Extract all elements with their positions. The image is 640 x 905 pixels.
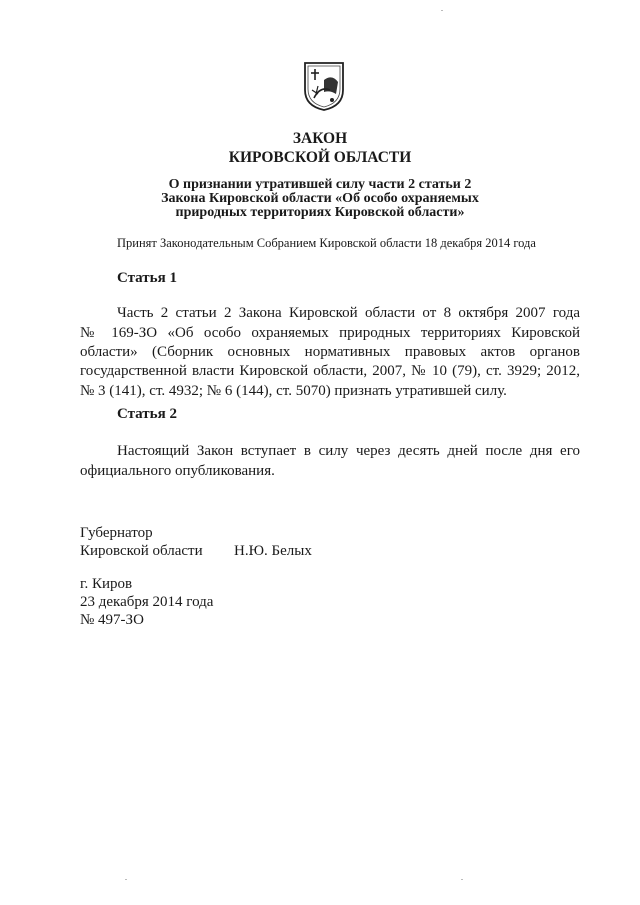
scan-speck <box>461 879 463 880</box>
signatory-position: Губернатор <box>80 525 153 541</box>
article-1-heading: Статья 1 <box>117 270 177 286</box>
scan-speck <box>125 879 127 880</box>
region-title: КИРОВСКОЙ ОБЛАСТИ <box>228 149 412 166</box>
law-subject-line: Закона Кировской области «Об особо охраняемых <box>161 191 479 206</box>
issue-date: 23 декабря 2014 года <box>80 594 214 610</box>
scan-speck <box>441 10 443 11</box>
law-number: № 497-ЗО <box>80 612 144 628</box>
document-type-title: ЗАКОН <box>292 130 348 147</box>
law-subject <box>0 178 640 220</box>
article-2-line: Настоящий Закон вступает в силу через десять дней после дня его <box>117 443 580 459</box>
adoption-note: Принят Законодательным Собранием Кировской области 18 декабря 2014 года <box>117 236 536 250</box>
law-subject-line: О признании утратившей силу части 2 статьи 2 <box>168 177 472 192</box>
article-1-line: государственной власти Кировской области, 2007, № 10 (79), ст. 3929; 2012, <box>80 363 580 379</box>
article-1-line: № 169-ЗО «Об особо охраняемых природных территориях Кировской <box>80 325 580 341</box>
signatory-name: Н.Ю. Белых <box>234 543 312 559</box>
coat-of-arms-icon <box>302 60 346 112</box>
article-1-line: области» (Сборник основных нормативных правовых актов органов <box>80 344 580 360</box>
signatory-region: Кировской области <box>80 543 203 559</box>
article-2-line: официального опубликования. <box>80 463 275 479</box>
law-subject-line: природных территориях Кировской области» <box>175 205 465 220</box>
issue-city: г. Киров <box>80 576 133 592</box>
article-1-line: Часть 2 статьи 2 Закона Кировской области от 8 октября 2007 года <box>117 305 580 321</box>
article-2-heading: Статья 2 <box>117 406 177 422</box>
article-1-line: № 3 (141), ст. 4932; № 6 (144), ст. 5070) признать утратившей силу. <box>80 383 507 399</box>
